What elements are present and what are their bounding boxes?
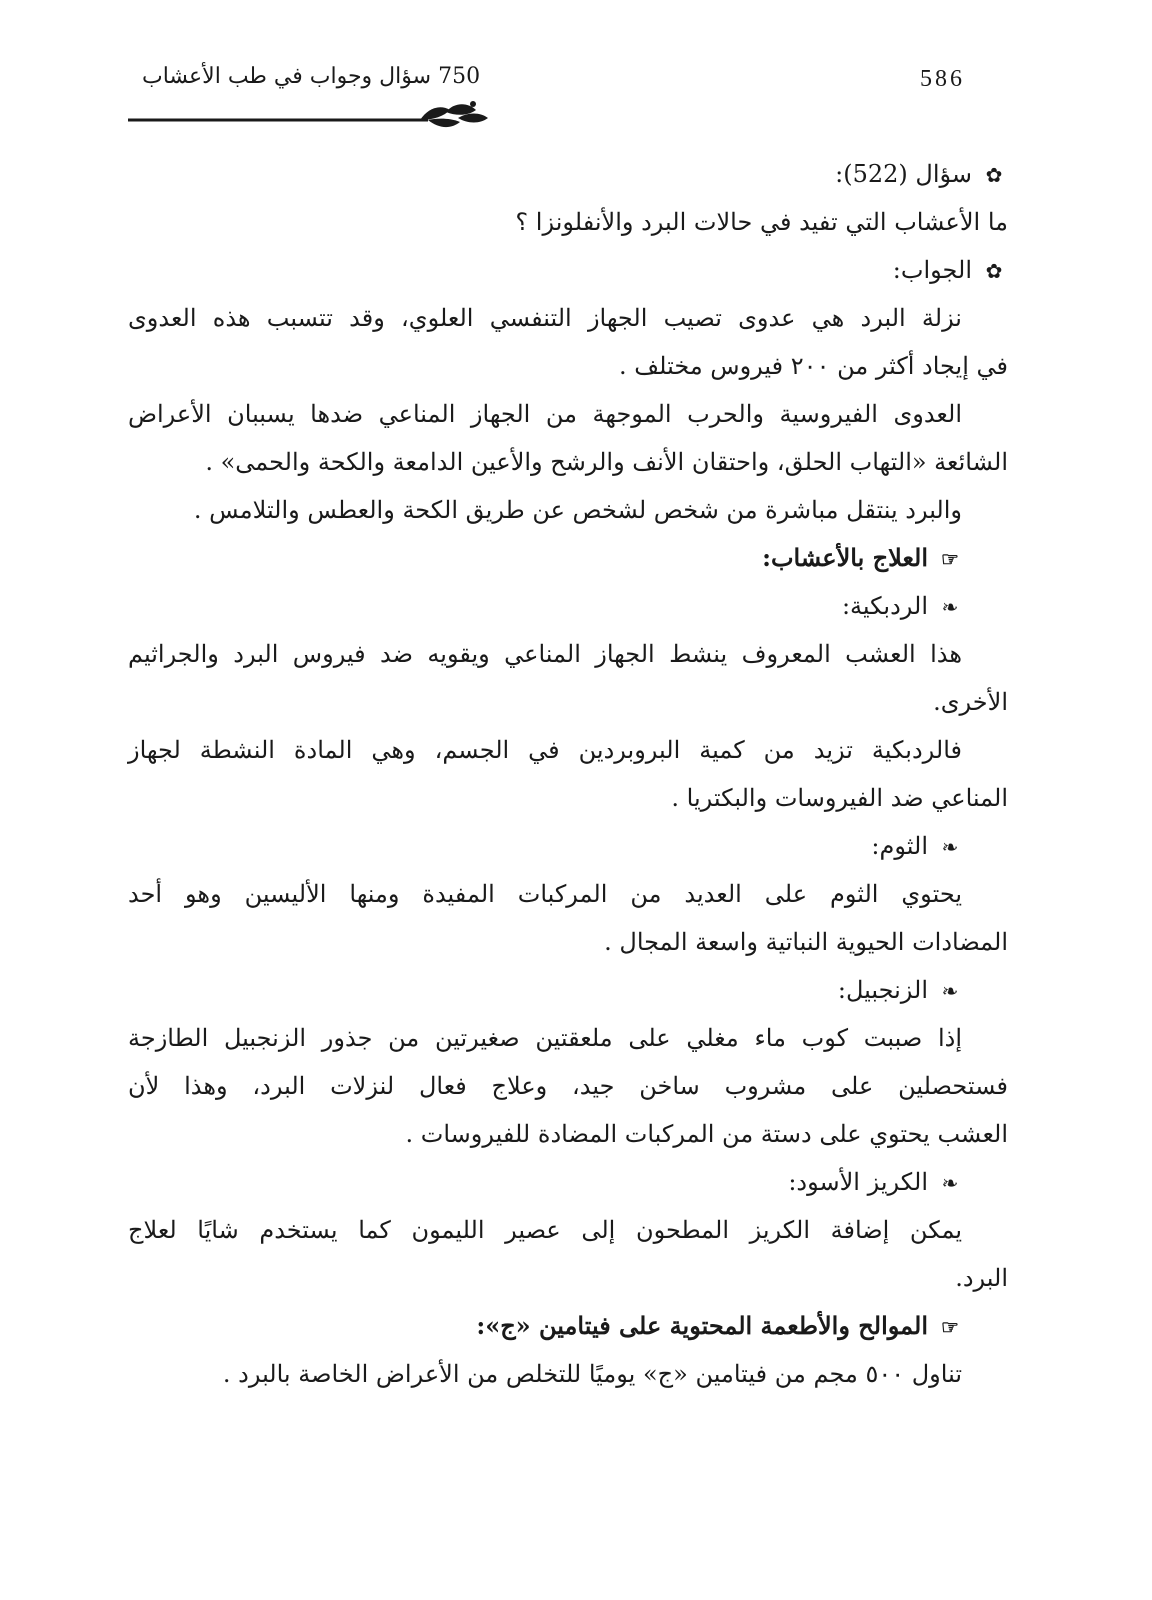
herb-text-line: يمكن إضافة الكريز المطحون إلى عصير الليمون كما يستخدم شايًا لعلاج	[128, 1216, 962, 1244]
header-ornament-rule	[128, 98, 498, 134]
hand-pointer-icon: ☞	[941, 547, 959, 571]
question-text: ما الأعشاب التي تفيد في حالات البرد والأنفلونزا ؟	[515, 208, 1008, 236]
treatment-heading	[128, 534, 1008, 582]
treatment-heading-text: العلاج بالأعشاب:	[762, 543, 928, 572]
herb-text-line: المضادات الحيوية النباتية واسعة المجال .	[604, 928, 1008, 956]
vitamin-heading	[128, 1302, 1008, 1350]
herb-text-line: الأخرى.	[933, 688, 1008, 716]
herb-text-line: البرد.	[955, 1264, 1008, 1292]
vitamin-text: تناول ٥٠٠ مجم من فيتامين «ج» يوميًا للتخلص من الأعراض الخاصة بالبرد .	[222, 1360, 962, 1388]
hand-pointer-icon: ☞	[941, 1315, 959, 1339]
herb-text-line: العشب يحتوي على دستة من المركبات المضادة للفيروسات .	[405, 1120, 1008, 1148]
herb-heading	[128, 582, 1008, 630]
flower-icon: ✿	[985, 163, 1003, 187]
intro-line: العدوى الفيروسية والحرب الموجهة من الجهاز المناعي ضدها يسببان الأعراض	[128, 400, 962, 428]
question-heading	[128, 150, 1008, 198]
herb-heading	[128, 966, 1008, 1014]
page-number: 586	[920, 66, 965, 92]
intro-line: والبرد ينتقل مباشرة من شخص لشخص عن طريق الكحة والعطس والتلامس .	[193, 496, 962, 524]
herb-heading	[128, 822, 1008, 870]
answer-heading	[128, 246, 1008, 294]
intro-line: الشائعة «التهاب الحلق، واحتقان الأنف والرشح والأعين الدامعة والكحة والحمى» .	[205, 448, 1008, 476]
flower-icon: ✿	[985, 259, 1003, 283]
herb-text-line: إذا صببت كوب ماء مغلي على ملعقتين صغيرتين من جذور الزنجبيل الطازجة	[128, 1024, 962, 1052]
flourish-icon: ❧	[941, 595, 959, 619]
book-title: 750 سؤال وجواب في طب الأعشاب	[142, 64, 481, 89]
intro-line: نزلة البرد هي عدوى تصيب الجهاز التنفسي العلوي، وقد تتسبب هذه العدوى	[128, 304, 962, 332]
herb-heading	[128, 1158, 1008, 1206]
herb-text-line: يحتوي الثوم على العديد من المركبات المفيدة ومنها الأليسين وهو أحد	[128, 880, 962, 908]
herb-text-line: فالردبكية تزيد من كمية البروبردين في الجسم، وهي المادة النشطة لجهاز	[128, 736, 962, 764]
flourish-icon: ❧	[941, 979, 959, 1003]
herb-text-line: فستحصلين على مشروب ساخن جيد، وعلاج فعال لنزلات البرد، وهذا لأن	[128, 1072, 1008, 1100]
page-body	[128, 150, 1008, 1398]
herb-name: الثوم:	[871, 832, 928, 860]
herb-name: الكريز الأسود:	[788, 1168, 928, 1196]
vitamin-heading-text: الموالح والأطعمة المحتوية على فيتامين «ج»:	[476, 1311, 928, 1340]
herb-text-line: المناعي ضد الفيروسات والبكتريا .	[671, 784, 1008, 812]
answer-label: الجواب:	[892, 256, 972, 284]
herb-name: الردبكية:	[841, 592, 928, 620]
flourish-icon: ❧	[941, 1171, 959, 1195]
flourish-icon: ❧	[941, 835, 959, 859]
intro-line: في إيجاد أكثر من ٢٠٠ فيروس مختلف .	[619, 352, 1008, 380]
herb-text-line: هذا العشب المعروف ينشط الجهاز المناعي ويقويه ضد فيروس البرد والجراثيم	[128, 640, 962, 668]
herb-name: الزنجبيل:	[837, 976, 928, 1004]
question-label: سؤال (522):	[835, 160, 972, 188]
